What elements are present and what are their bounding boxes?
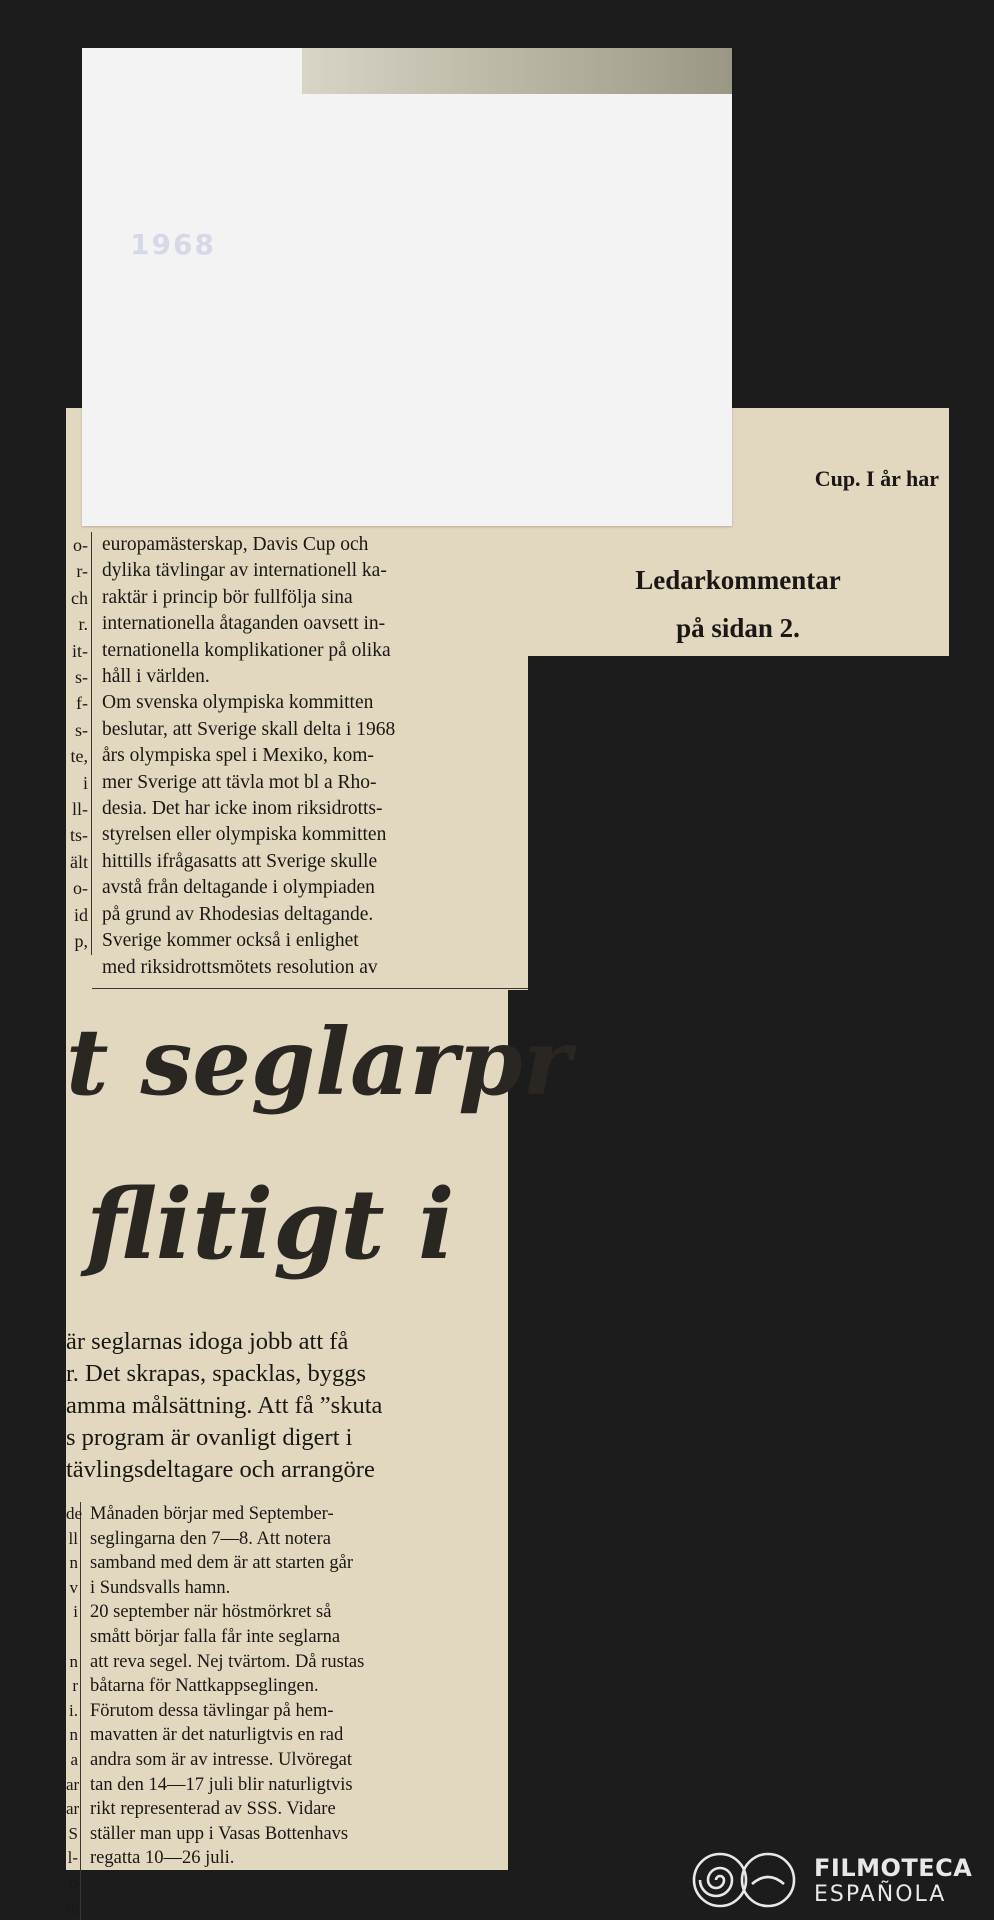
- cut-column-fragments: [66, 532, 92, 955]
- article-line: års olympiska spel i Mexiko, kom-: [102, 745, 374, 767]
- lead-line: tävlingsdeltagare och arrangöre: [66, 1456, 375, 1483]
- editorial-note: [527, 556, 949, 652]
- spiral-logo-icon: [690, 1850, 800, 1910]
- article-line: Månaden börjar med September-: [90, 1504, 334, 1524]
- article-column: [102, 532, 522, 981]
- gutter-fragment: te,: [70, 746, 88, 767]
- article-line: avstå från deltagande i olympiaden: [102, 877, 375, 899]
- lead-line: amma målsättning. Att få ”skuta: [66, 1392, 383, 1419]
- gutter-fragment: l-: [67, 1848, 78, 1868]
- article-line: ternationella komplikationer på olika: [102, 639, 391, 661]
- cut-column-fragments-lower: [66, 1502, 81, 1920]
- article-line: med riksidrottsmötets resolution av: [102, 956, 378, 978]
- article-line: smått börjar falla får inte seglarna: [90, 1626, 341, 1647]
- gutter-fragment: p,: [74, 931, 88, 952]
- article-line: att reva segel. Nej tvärtom. Då rustas: [90, 1651, 365, 1672]
- gutter-fragment: o-: [73, 535, 88, 555]
- article-line: Förutom dessa tävlingar på hem-: [90, 1700, 334, 1721]
- lead-line: r. Det skrapas, spacklas, byggs: [66, 1360, 367, 1387]
- tape-strip: [302, 48, 732, 94]
- gutter-fragment: de: [66, 1504, 83, 1523]
- archive-card: [82, 48, 732, 526]
- gutter-fragment: r-: [76, 561, 88, 582]
- show-through-text: 1968: [130, 228, 216, 261]
- gutter-fragment: ll-: [72, 799, 88, 820]
- article-line: seglingarna den 7—8. Att notera: [90, 1528, 331, 1549]
- article-line: samband med dem är att starten går: [90, 1553, 354, 1574]
- gutter-fragment: m: [66, 1897, 80, 1917]
- gutter-fragment: i.: [69, 1700, 78, 1720]
- gutter-fragment: n: [69, 1651, 78, 1671]
- gutter-fragment: ch: [71, 587, 88, 608]
- gutter-fragment: it-: [72, 640, 88, 661]
- article-line: båtarna för Nattkappseglingen.: [90, 1676, 319, 1697]
- gutter-fragment: v: [69, 1577, 78, 1597]
- article-line: rikt representerad av SSS. Vidare: [90, 1799, 336, 1820]
- editorial-note-line2: på sidan 2.: [676, 613, 800, 643]
- article-line: desia. Det har icke inom riksidrotts-: [102, 798, 383, 820]
- gutter-fragment: id: [73, 904, 88, 925]
- gutter-fragment: ts-: [70, 825, 88, 846]
- article-line: håll i världen.: [102, 666, 210, 688]
- headline-line1: t seglarpr: [66, 1008, 572, 1116]
- article-line: 20 september när höstmörkret så: [90, 1602, 332, 1623]
- article-line: ställer man upp i Vasas Bottenhavs: [90, 1823, 349, 1844]
- logo-subtitle: ESPAÑOLA: [814, 1882, 947, 1907]
- article-line: hittills ifrågasatts att Sverige skulle: [102, 850, 378, 872]
- article-line: internationella åtaganden oavsett in-: [102, 613, 386, 635]
- gutter-fragment: o-: [73, 878, 88, 899]
- article-line: andra som är av intresse. Ulvöregat: [90, 1749, 352, 1770]
- gutter-fragment: a: [70, 1749, 78, 1769]
- article-line: på grund av Rhodesias deltagande.: [102, 903, 374, 925]
- gutter-fragment: i: [73, 1602, 78, 1622]
- gutter-fragment: s-: [75, 719, 88, 740]
- filmoteca-logo: [690, 1850, 990, 1912]
- gutter-fragment: i: [82, 772, 88, 793]
- article-line: mavatten är det naturligtvis en rad: [90, 1725, 344, 1746]
- gutter-fragment: ält: [70, 851, 88, 872]
- gutter-fragment: ar: [66, 1799, 80, 1819]
- logo-name: FILMOTECA: [814, 1854, 973, 1882]
- gutter-fragment: [66, 1625, 78, 1650]
- article-line: tan den 14—17 juli blir naturligtvis: [90, 1774, 353, 1795]
- gutter-fragment: n: [69, 1725, 78, 1745]
- editorial-note-line1: Ledarkommentar: [635, 565, 841, 595]
- gutter-fragment: f-: [76, 693, 88, 714]
- article-line: mer Sverige att tävla mot bl a Rho-: [102, 771, 377, 793]
- headline-line2: flitigt i: [86, 1168, 455, 1281]
- article-line: raktär i princip bör fullfölja sina: [102, 586, 353, 608]
- cup-fragment: Cup. I år har: [814, 466, 939, 491]
- gutter-fragment: ll: [68, 1528, 78, 1548]
- article-line: Om svenska olympiska kommitten: [102, 692, 374, 714]
- gutter-fragment: r: [72, 1676, 78, 1696]
- gutter-fragment: n: [69, 1553, 78, 1573]
- article-line: styrelsen eller olympiska kommitten: [102, 824, 387, 846]
- lead-line: s program är ovanligt digert i: [66, 1424, 353, 1451]
- gutter-fragment: S: [68, 1823, 78, 1843]
- article-column-lower: [90, 1502, 510, 1871]
- lower-clipping: [66, 990, 572, 1917]
- gutter-fragment: s-: [75, 667, 88, 688]
- article-line: i Sundsvalls hamn.: [90, 1577, 231, 1598]
- gutter-fragment: ar: [66, 1774, 80, 1794]
- article-line: Sverige kommer också i enlighet: [102, 930, 359, 952]
- article-line: dylika tävlingar av internationell ka-: [102, 560, 387, 582]
- gutter-fragment: r.: [78, 614, 88, 635]
- article-line: europamästerskap, Davis Cup och: [102, 534, 369, 555]
- article-line: beslutar, att Sverige skall delta i 1968: [102, 718, 396, 740]
- lead-paragraph: [66, 1326, 526, 1486]
- gutter-fragment: o: [69, 1872, 78, 1892]
- lead-line: är seglarnas idoga jobb att få: [66, 1328, 349, 1355]
- divider: [92, 988, 528, 989]
- article-line: regatta 10—26 juli.: [90, 1848, 235, 1869]
